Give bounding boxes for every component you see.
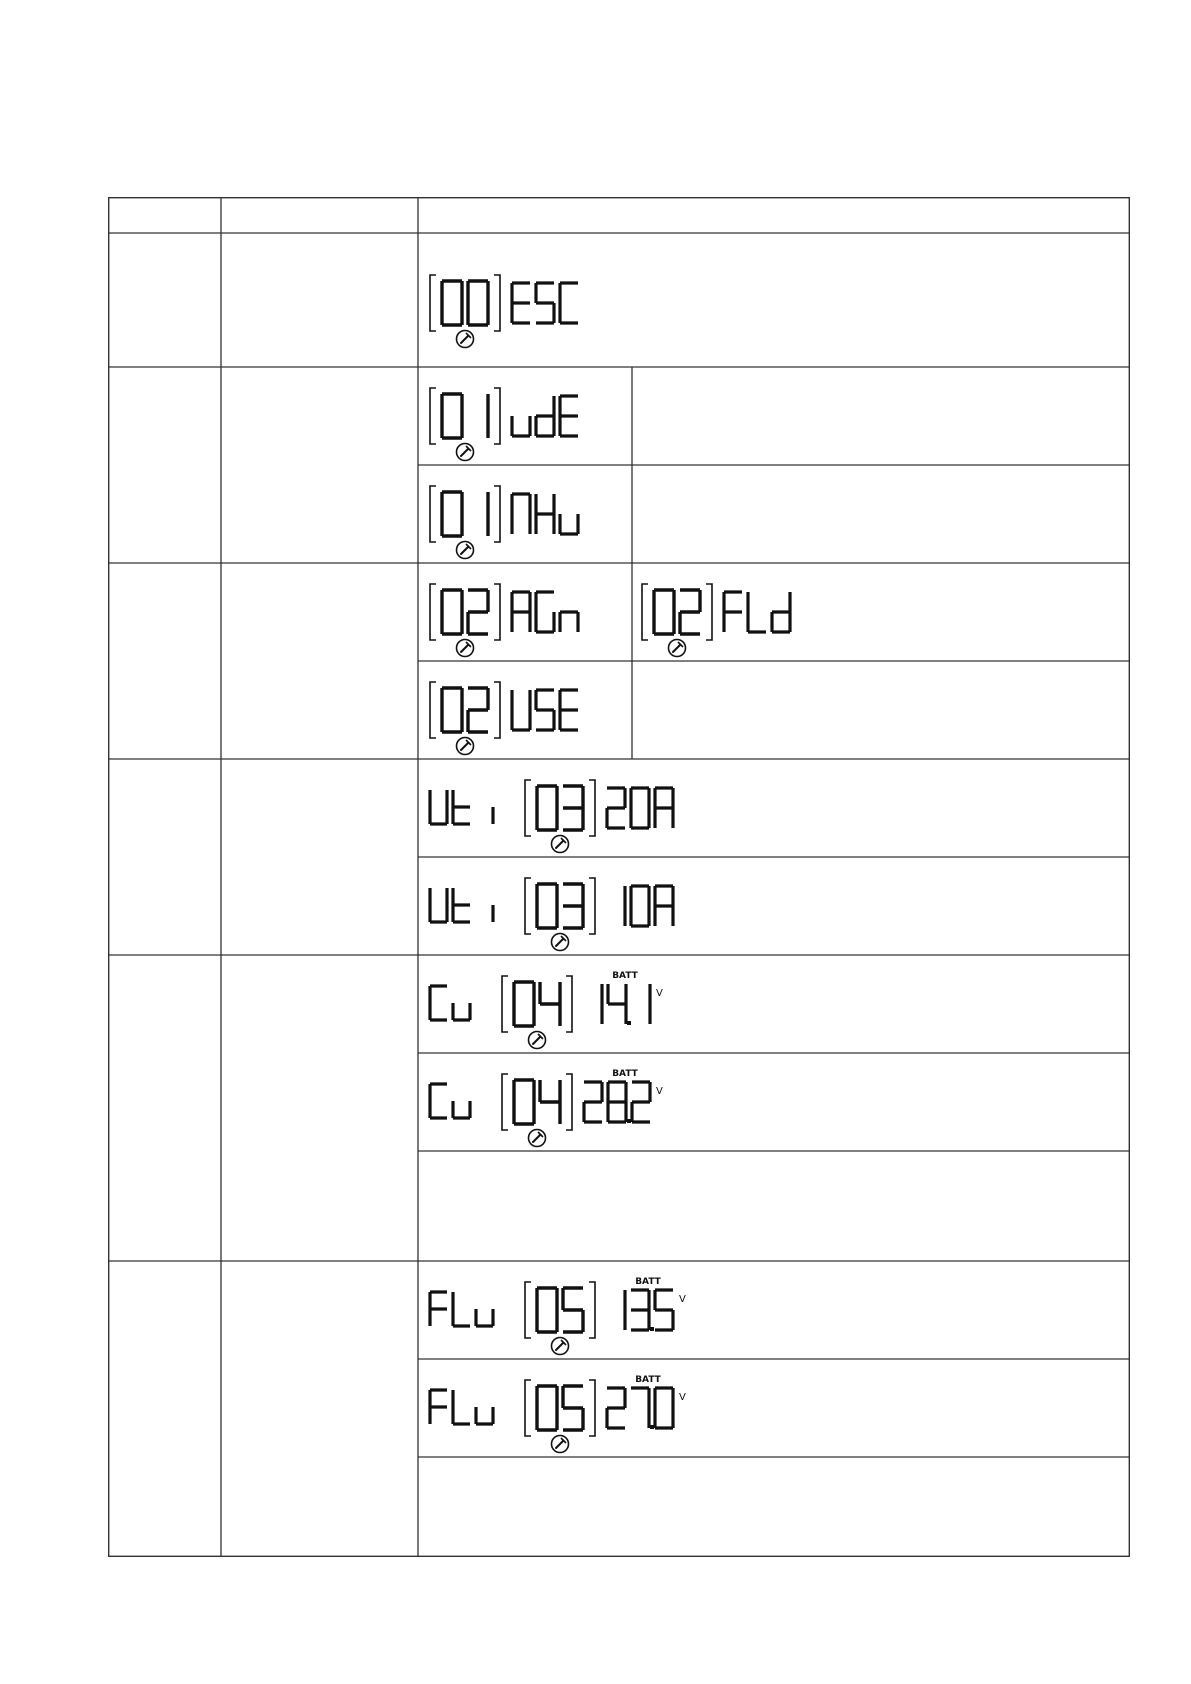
wrench-icon — [552, 934, 569, 951]
lcd-display — [642, 584, 790, 657]
wrench-icon — [457, 542, 474, 559]
bracket-right — [494, 584, 500, 640]
lcd-label — [430, 986, 470, 1020]
wrench-icon — [457, 331, 474, 348]
unit-volt: V — [679, 1294, 686, 1305]
table-row — [430, 584, 790, 755]
bracket-right — [566, 1074, 572, 1130]
lcd-value — [584, 1082, 650, 1123]
lcd-code — [537, 1386, 583, 1430]
lcd-display — [430, 965, 663, 1049]
bracket-left — [642, 584, 648, 640]
lcd-display — [430, 682, 578, 755]
wrench-icon — [552, 836, 569, 853]
table-row — [430, 275, 578, 348]
bracket-right — [494, 388, 500, 444]
batt-indicator: BATT — [635, 1375, 661, 1385]
table-row — [430, 965, 663, 1147]
lcd-value — [512, 396, 578, 436]
bracket-right — [589, 780, 595, 836]
lcd-value — [724, 592, 790, 632]
lcd-label-text: Uti — [430, 769, 449, 786]
lcd-value — [512, 283, 578, 323]
setting-option — [430, 867, 673, 951]
setting-option — [430, 388, 578, 461]
lcd-label — [430, 790, 493, 824]
lcd-value — [625, 886, 673, 926]
lcd-code — [514, 982, 560, 1026]
unit-volt: V — [679, 1392, 686, 1403]
lcd-display — [430, 388, 578, 461]
lcd-value — [625, 1290, 673, 1331]
lcd-display — [430, 769, 673, 853]
lcd-code — [654, 590, 700, 634]
settings-table-grid — [108, 197, 1130, 1557]
bracket-left — [502, 976, 508, 1032]
settings-table — [108, 197, 1130, 1557]
bracket-right — [566, 976, 572, 1032]
lcd-value — [602, 984, 650, 1025]
lcd-label — [430, 1292, 493, 1326]
lcd-code — [442, 281, 488, 325]
setting-option — [430, 1369, 686, 1453]
wrench-icon — [457, 640, 474, 657]
lcd-value — [512, 690, 578, 730]
lcd-label-text: FLu — [430, 1271, 456, 1288]
table-row — [430, 1271, 686, 1453]
bracket-left — [430, 486, 436, 542]
lcd-label-text: Cu — [430, 965, 450, 982]
bracket-right — [589, 1380, 595, 1436]
bracket-left — [430, 584, 436, 640]
setting-option — [430, 682, 578, 755]
bracket-left — [502, 1074, 508, 1130]
setting-option — [430, 584, 790, 657]
lcd-label — [430, 1390, 493, 1424]
wrench-icon — [457, 738, 474, 755]
decimal-point — [650, 1327, 654, 1331]
wrench-icon — [457, 444, 474, 461]
lcd-display — [430, 1063, 663, 1147]
lcd-value — [607, 788, 673, 828]
lcd-display — [430, 584, 578, 657]
lcd-label — [430, 1084, 470, 1118]
bracket-right — [706, 584, 712, 640]
setting-option — [430, 1063, 663, 1147]
bracket-right — [589, 878, 595, 934]
lcd-value — [512, 494, 578, 534]
bracket-left — [430, 275, 436, 331]
lcd-code — [442, 492, 488, 536]
setting-option — [430, 965, 663, 1049]
setting-option — [430, 769, 673, 853]
lcd-code — [537, 1288, 583, 1332]
bracket-right — [494, 682, 500, 738]
unit-volt: V — [656, 988, 663, 999]
bracket-right — [494, 275, 500, 331]
lcd-label — [430, 888, 493, 922]
batt-indicator: BATT — [635, 1277, 661, 1287]
setting-option — [430, 486, 578, 559]
lcd-label-text: Cu — [430, 1063, 450, 1080]
batt-indicator: BATT — [612, 971, 638, 981]
wrench-icon — [552, 1436, 569, 1453]
lcd-code — [442, 590, 488, 634]
lcd-code — [442, 688, 488, 732]
table-row — [430, 388, 578, 559]
bracket-left — [430, 682, 436, 738]
lcd-code — [537, 786, 583, 830]
lcd-code — [442, 394, 488, 438]
setting-option — [430, 1271, 686, 1355]
unit-volt: V — [656, 1086, 663, 1097]
batt-indicator: BATT — [612, 1069, 638, 1079]
wrench-icon — [552, 1338, 569, 1355]
setting-option — [430, 275, 578, 348]
bracket-left — [525, 1282, 531, 1338]
lcd-value — [512, 592, 578, 632]
wrench-icon — [529, 1130, 546, 1147]
table-row — [430, 769, 673, 951]
bracket-right — [589, 1282, 595, 1338]
lcd-display — [430, 867, 673, 951]
bracket-left — [430, 388, 436, 444]
bracket-right — [494, 486, 500, 542]
lcd-code — [514, 1080, 560, 1124]
lcd-display — [430, 1271, 686, 1355]
decimal-point — [627, 1021, 631, 1025]
lcd-label-text: FLu — [430, 1369, 456, 1386]
lcd-code — [537, 884, 583, 928]
wrench-icon — [669, 640, 686, 657]
bracket-left — [525, 878, 531, 934]
bracket-left — [525, 1380, 531, 1436]
lcd-display — [430, 1369, 686, 1453]
lcd-label-text: Uti — [430, 867, 449, 884]
lcd-display — [430, 275, 578, 348]
bracket-left — [525, 780, 531, 836]
table-border — [109, 198, 1130, 1557]
lcd-display — [430, 486, 578, 559]
wrench-icon — [529, 1032, 546, 1049]
lcd-value — [607, 1388, 673, 1429]
